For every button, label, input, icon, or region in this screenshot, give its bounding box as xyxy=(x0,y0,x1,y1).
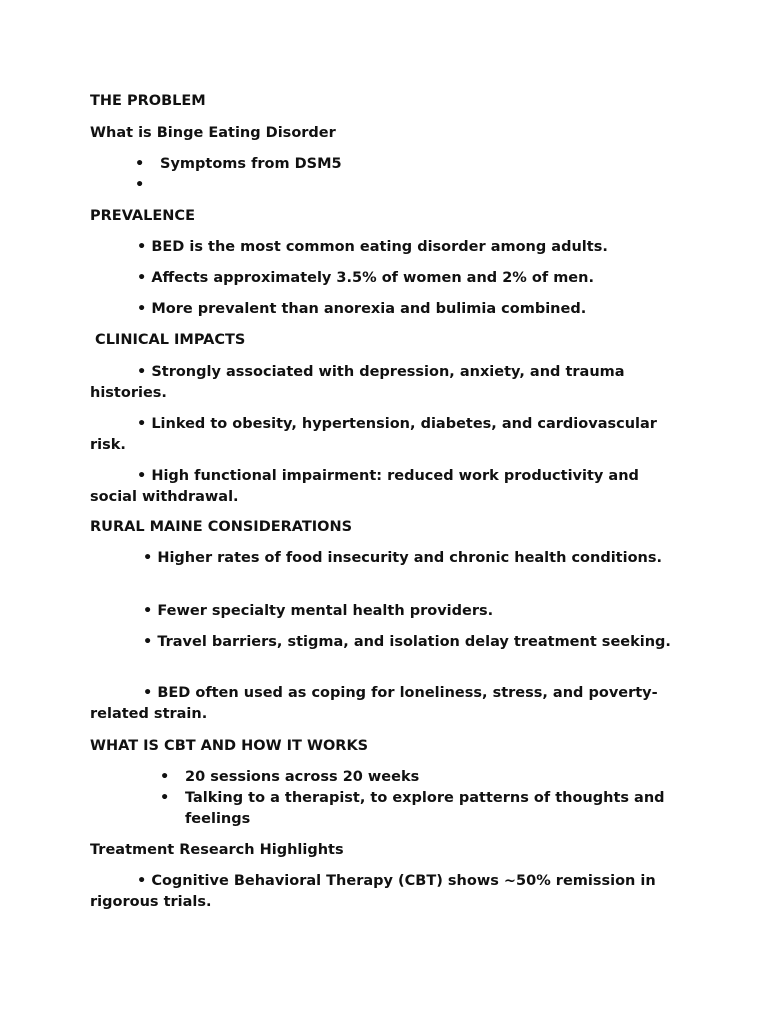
cbt-item: 20 sessions across 20 weeks xyxy=(185,769,420,785)
rural-item: • Travel barriers, stigma, and isolation delay treatment seeking. xyxy=(143,634,671,650)
clinical-item: • High functional impairment: reduced work productivity and social withdrawal. xyxy=(90,468,639,505)
problem-heading: THE PROBLEM xyxy=(90,93,206,109)
research-heading: Treatment Research Highlights xyxy=(90,842,344,858)
symptoms-bullet: Symptoms from DSM5 xyxy=(160,156,342,172)
cbt-heading: WHAT IS CBT AND HOW IT WORKS xyxy=(90,738,369,754)
cbt-bullet-marker: • xyxy=(160,769,170,785)
clinical-heading: CLINICAL IMPACTS xyxy=(90,332,246,348)
bed-question: What is Binge Eating Disorder xyxy=(90,125,336,141)
prevalence-item: • More prevalent than anorexia and bulimia combined. xyxy=(137,301,587,317)
prevalence-item: • Affects approximately 3.5% of women and 2% of men. xyxy=(137,270,594,286)
cbt-item: Talking to a therapist, to explore patterns of thoughts and feelings xyxy=(185,790,665,827)
rural-item: • Higher rates of food insecurity and chronic health conditions. xyxy=(143,550,663,566)
clinical-item: • Strongly associated with depression, anxiety, and trauma histories. xyxy=(90,364,625,401)
rural-heading: RURAL MAINE CONSIDERATIONS xyxy=(90,519,353,535)
rural-item: • BED often used as coping for loneliness, stress, and poverty-related strain. xyxy=(90,685,658,722)
empty-bullet-marker: • xyxy=(135,177,145,193)
prevalence-item: • BED is the most common eating disorder among adults. xyxy=(137,239,608,255)
rural-item: • Fewer specialty mental health providers. xyxy=(143,603,494,619)
cbt-bullet-marker: • xyxy=(160,790,170,806)
research-item: • Cognitive Behavioral Therapy (CBT) shows ~50% remission in rigorous trials. xyxy=(90,873,656,910)
bullet-marker: • xyxy=(135,156,145,172)
clinical-item: • Linked to obesity, hypertension, diabetes, and cardiovascular risk. xyxy=(90,416,657,453)
prevalence-heading: PREVALENCE xyxy=(90,208,195,224)
